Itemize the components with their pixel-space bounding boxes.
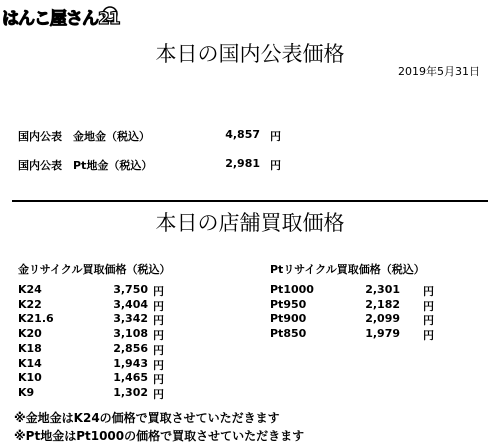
price-row-value: 2,099 bbox=[365, 312, 400, 326]
price-row-value: 1,465 bbox=[113, 371, 148, 385]
platinum-heading: Ptリサイクル買取価格（税込） bbox=[270, 263, 425, 276]
public-pt-label: 国内公表 Pt地金（税込） bbox=[18, 159, 153, 172]
page-title: 本日の国内公表価格 bbox=[155, 42, 345, 66]
price-row-value: 3,108 bbox=[113, 327, 148, 341]
price-row-unit: 円 bbox=[423, 314, 434, 328]
price-row-unit: 円 bbox=[153, 387, 164, 401]
price-row-value: 3,342 bbox=[113, 312, 148, 326]
price-row-unit: 円 bbox=[423, 329, 434, 343]
price-row-unit: 円 bbox=[153, 343, 164, 357]
public-gold-value: 4,857 bbox=[225, 128, 260, 141]
price-row-grade: K18 bbox=[18, 341, 42, 355]
price-row-unit: 円 bbox=[423, 285, 434, 298]
price-row-grade: K24 bbox=[18, 283, 42, 296]
price-row-unit: 円 bbox=[153, 285, 164, 298]
price-row-value: 1,943 bbox=[113, 356, 148, 370]
public-gold-unit: 円 bbox=[270, 130, 281, 143]
price-row-grade: K14 bbox=[18, 356, 42, 370]
public-gold-label: 国内公表 金地金（税込） bbox=[18, 130, 150, 143]
price-row-grade: Pt850 bbox=[270, 327, 307, 341]
price-row-grade: K9 bbox=[18, 385, 35, 399]
price-row-value: 2,301 bbox=[365, 283, 400, 296]
price-row-value: 2,182 bbox=[365, 297, 400, 311]
price-row-value: 3,750 bbox=[113, 283, 148, 296]
section-divider bbox=[12, 200, 488, 202]
price-row-grade: Pt1000 bbox=[270, 283, 314, 296]
note-gold: ※金地金はK24の価格で買取させていただきます bbox=[14, 411, 280, 425]
price-row-grade: K20 bbox=[18, 327, 42, 341]
store-title: 本日の店舗買取価格 bbox=[155, 211, 345, 235]
public-pt-value: 2,981 bbox=[225, 157, 260, 170]
price-row-value: 1,979 bbox=[365, 327, 400, 341]
price-row-unit: 円 bbox=[153, 329, 164, 343]
date-label: 2019年5月31日 bbox=[398, 65, 480, 78]
logo-text: はんこ屋さん21 bbox=[2, 9, 120, 29]
gold-heading: 金リサイクル買取価格（税込） bbox=[18, 263, 171, 276]
price-row-grade: K21.6 bbox=[18, 312, 54, 326]
price-row-grade: K10 bbox=[18, 371, 42, 385]
price-row-value: 1,302 bbox=[113, 385, 148, 399]
price-row-grade: Pt950 bbox=[270, 297, 307, 311]
price-row-grade: Pt900 bbox=[270, 312, 307, 326]
price-row-value: 3,404 bbox=[113, 297, 148, 311]
price-row-unit: 円 bbox=[153, 314, 164, 328]
price-row-unit: 円 bbox=[153, 373, 164, 387]
price-row-grade: K22 bbox=[18, 297, 42, 311]
price-row-unit: 円 bbox=[153, 358, 164, 372]
price-row-unit: 円 bbox=[423, 299, 434, 313]
note-platinum: ※Pt地金はPt1000の価格で買取させていただきます bbox=[14, 429, 305, 443]
price-row-value: 2,856 bbox=[113, 341, 148, 355]
public-pt-unit: 円 bbox=[270, 159, 281, 172]
price-row-unit: 円 bbox=[153, 299, 164, 313]
